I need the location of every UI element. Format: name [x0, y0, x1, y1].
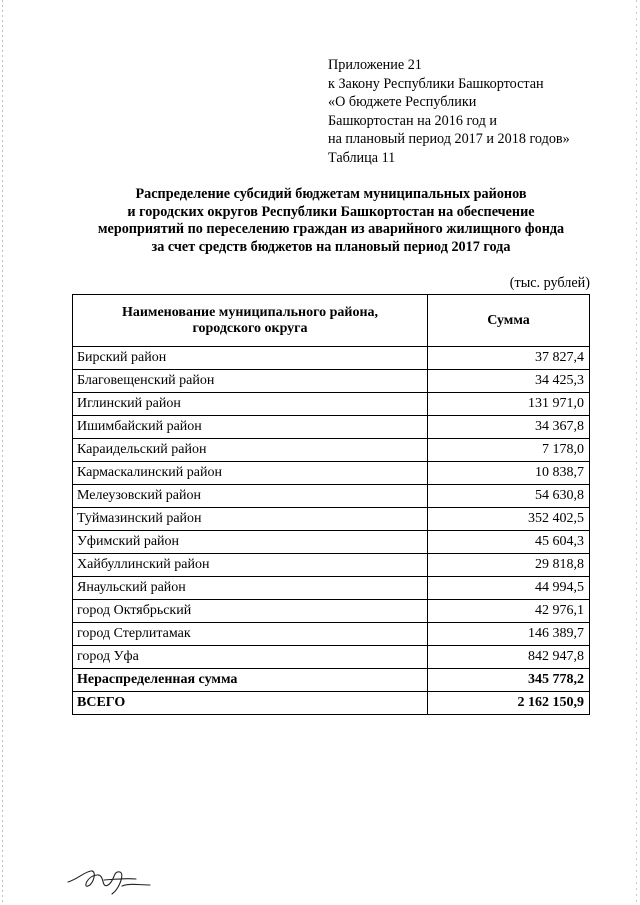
title-line: мероприятий по переселению граждан из аварийного жилищного фонда [97, 221, 565, 237]
table-row [73, 370, 590, 393]
row-sum: 131 971,0 [428, 393, 590, 416]
page-edge-left [2, 0, 3, 905]
row-sum: 44 994,5 [428, 577, 590, 600]
table-row [73, 646, 590, 669]
row-sum: 37 827,4 [428, 347, 590, 370]
table-row [73, 508, 590, 531]
header-name-line: Наименование муниципального района, [121, 304, 379, 320]
row-name: Иглинский район [73, 393, 428, 416]
total-sum: 2 162 150,9 [428, 692, 590, 715]
table-row [73, 462, 590, 485]
header-sum: Сумма [428, 295, 590, 347]
row-sum: 34 367,8 [428, 416, 590, 439]
table-row [73, 485, 590, 508]
table-row [73, 439, 590, 462]
row-name: Хайбуллинский район [73, 554, 428, 577]
document-title [72, 186, 590, 256]
row-sum: 146 389,7 [428, 623, 590, 646]
header-name-line: городского округа [192, 320, 308, 336]
row-sum: 29 818,8 [428, 554, 590, 577]
total-row [73, 692, 590, 715]
row-name: Туймазинский район [73, 508, 428, 531]
row-name: город Уфа [73, 646, 428, 669]
appendix-line: на плановый период 2017 и 2018 годов» [328, 131, 570, 147]
appendix-line: к Закону Республики Башкортостан [328, 75, 544, 92]
row-name: Ишимбайский район [73, 416, 428, 439]
row-sum: 54 630,8 [428, 485, 590, 508]
row-sum: 42 976,1 [428, 600, 590, 623]
table-row [73, 600, 590, 623]
title-line: и городских округов Республики Башкортостан на обеспечение [127, 203, 535, 220]
units-label: (тыс. рублей) [509, 275, 590, 291]
table-row [73, 393, 590, 416]
row-name: Мелеузовский район [73, 485, 428, 508]
table-row [73, 416, 590, 439]
row-name: Кармаскалинский район [73, 462, 428, 485]
page-edge-right [636, 0, 637, 905]
row-sum: 7 178,0 [428, 439, 590, 462]
row-sum: 842 947,8 [428, 646, 590, 669]
row-name: Караидельский район [73, 439, 428, 462]
header-name [73, 295, 428, 347]
table-row [73, 554, 590, 577]
subsidy-table [72, 294, 590, 715]
row-name: город Октябрьский [73, 600, 428, 623]
appendix-line: Башкортостан на 2016 год и [328, 112, 497, 129]
table-row [73, 531, 590, 554]
row-sum: 10 838,7 [428, 462, 590, 485]
title-line: Распределение субсидий бюджетам муниципальных районов [135, 186, 527, 202]
row-sum: 34 425,3 [428, 370, 590, 393]
unallocated-row [73, 669, 590, 692]
row-name: Уфимский район [73, 531, 428, 554]
appendix-line: Приложение 21 [328, 57, 422, 73]
total-name: ВСЕГО [73, 692, 428, 715]
appendix-line: «О бюджете Республики [328, 94, 477, 110]
row-sum: 352 402,5 [428, 508, 590, 531]
table-row [73, 577, 590, 600]
unallocated-sum: 345 778,2 [428, 669, 590, 692]
row-sum: 45 604,3 [428, 531, 590, 554]
table-row [73, 347, 590, 370]
row-name: Благовещенский район [73, 370, 428, 393]
table-number: Таблица 11 [328, 149, 396, 166]
signature-icon [64, 858, 154, 898]
row-name: Бирский район [73, 347, 428, 370]
row-name: город Стерлитамак [73, 623, 428, 646]
unallocated-name: Нераспределенная сумма [73, 669, 428, 692]
table-header-row [73, 295, 590, 347]
row-name: Янаульский район [73, 577, 428, 600]
appendix-reference [328, 56, 570, 167]
title-line: за счет средств бюджетов на плановый период 2017 года [151, 238, 511, 255]
table-row [73, 623, 590, 646]
